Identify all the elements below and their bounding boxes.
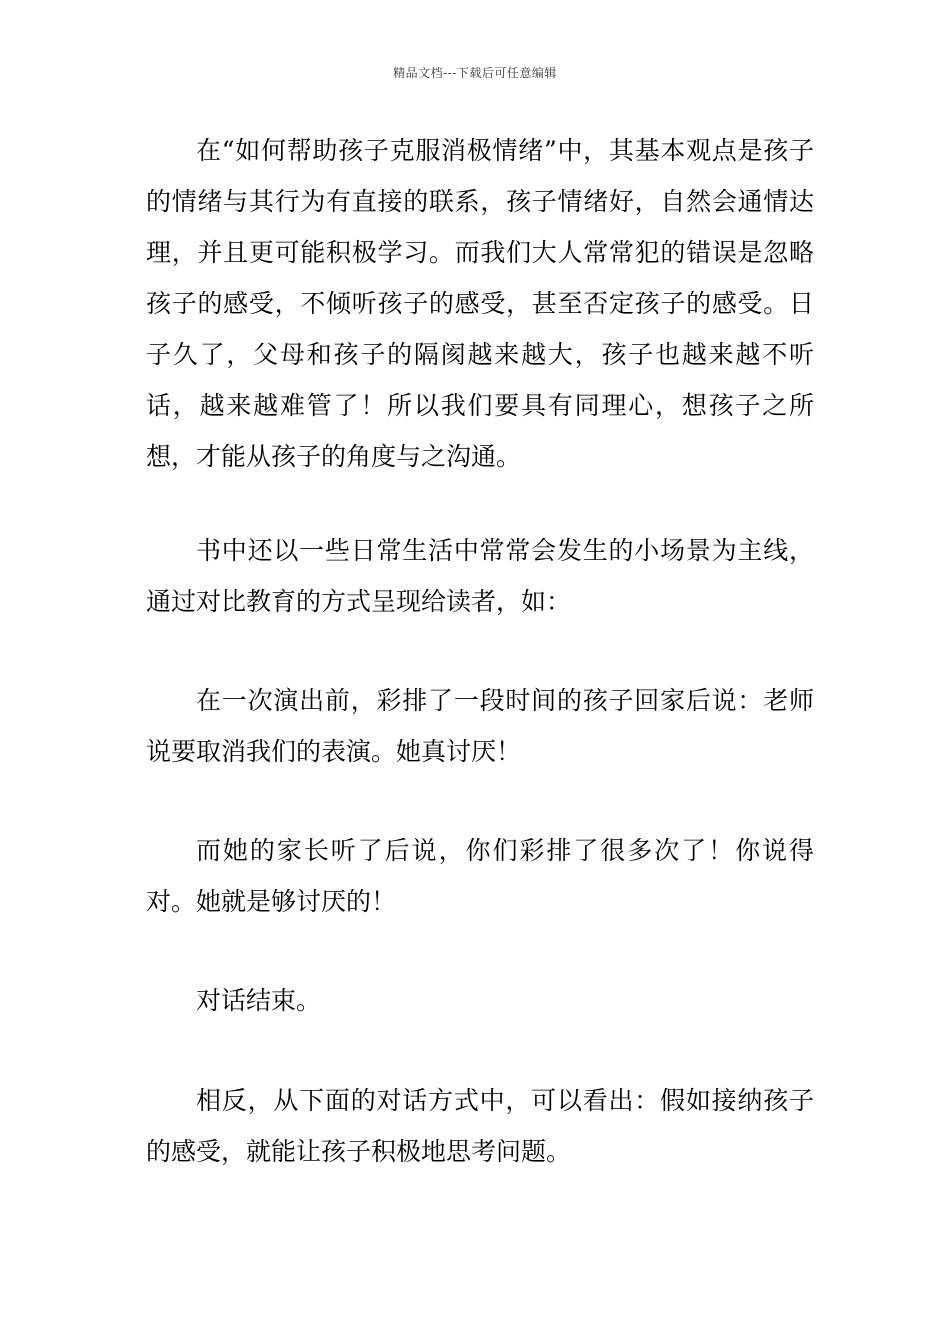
paragraph-core-viewpoint: 在“如何帮助孩子克服消极情绪”中，其基本观点是孩子的情绪与其行为有直接的联系，孩子情绪好，自然会通情达理，并且更可能积极学习。而我们大人常常犯的错误是忽略孩子的感受，不倾听孩子的感受，甚至否定孩子的感受。日子久了，父母和孩子的隔阂越来越大，孩子也越来越不听话，越来越难管了！所以我们要具有同理心，想孩子之所想，才能从孩子的角度与之沟通。: [146, 136, 814, 471]
paragraph-contrast: 相反，从下面的对话方式中，可以看出：假如接纳孩子的感受，就能让孩子积极地思考问题。: [146, 1086, 814, 1166]
paragraph-example-scene: 在一次演出前，彩排了一段时间的孩子回家后说：老师说要取消我们的表演。她真讨厌！: [146, 686, 814, 766]
page-header: 精品文档---下载后可任意编辑: [393, 66, 557, 80]
paragraph-dialogue-end: 对话结束。: [196, 986, 322, 1015]
paragraph-parent-reply: 而她的家长听了后说，你们彩排了很多次了！你说得对。她就是够讨厌的！: [146, 836, 814, 916]
paragraph-book-scenes: 书中还以一些日常生活中常常会发生的小场景为主线，通过对比教育的方式呈现给读者，如：: [146, 536, 814, 616]
